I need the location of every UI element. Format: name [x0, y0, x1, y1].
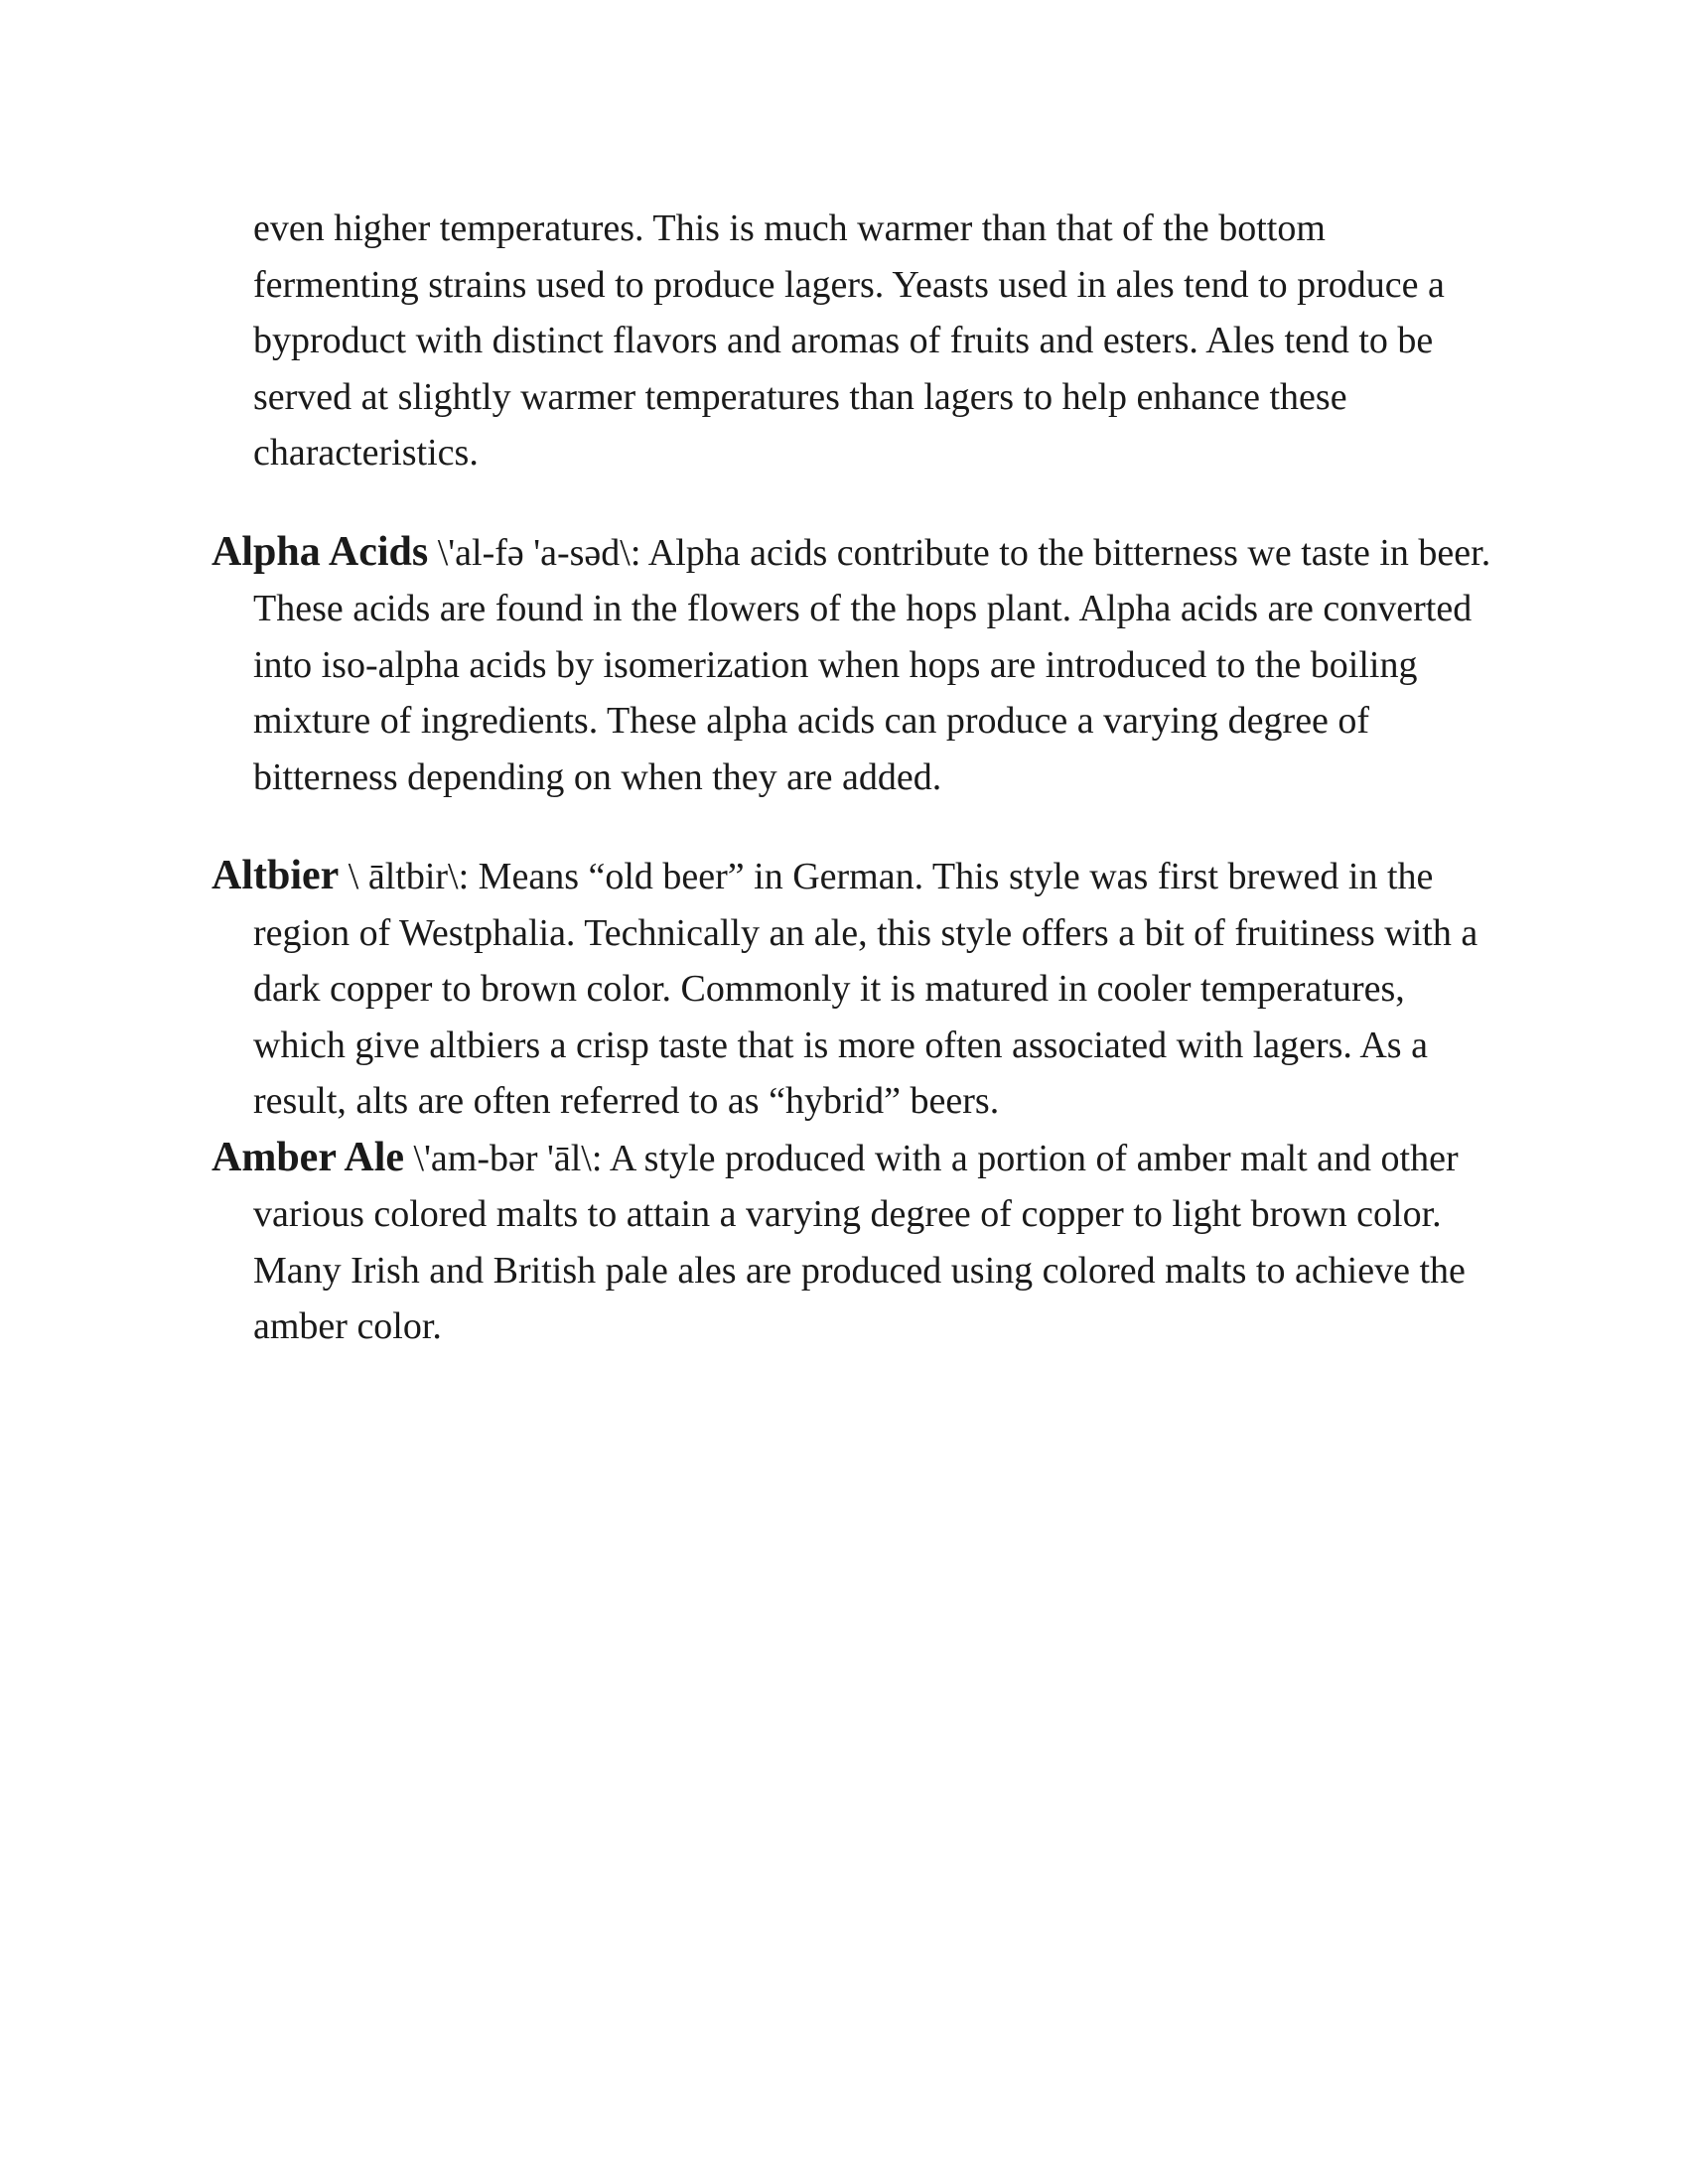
entry-term: Altbier — [211, 853, 340, 898]
entry-pronunciation: \'al-fə 'a-səd\: — [437, 531, 641, 574]
glossary-entry-alpha-acids — [211, 524, 1492, 806]
entry-term: Alpha Acids — [211, 528, 429, 575]
glossary-entry-altbier — [211, 848, 1492, 1130]
entry-definition: A style produced with a portion of amber malt and other various colored malts to attain a varying degree of copper to light brown color. Many Irish and British pale ales are produced using colored malts to achieve the amber color. — [253, 1137, 1466, 1347]
continued-paragraph: even higher temperatures. This is much warmer than that of the bottom fermenting strains used to produce lagers. Yeasts used in ales tend to produce a byproduct with distinct flavors and aromas of fruits and esters. Ales tend to be served at slightly warmer temperatures than lagers to help enhance these characteristics. — [253, 207, 1445, 474]
entry-pronunciation: \ āltbir\: — [348, 856, 470, 897]
glossary-column — [211, 201, 1492, 1355]
glossary-entry-amber-ale — [211, 1130, 1492, 1355]
entry-term: Amber Ale — [211, 1134, 405, 1180]
entry-definition: Means “old beer” in German. This style was first brewed in the region of Westphalia. Technically an ale, this style offers a bit of fruitiness with a dark copper to brown color. Commonly it is matured in cooler temperatures, which give altbiers a crisp taste that is more often associated with lagers. As a result, alts are often referred to as “hybrid” beers. — [253, 856, 1478, 1122]
entry-pronunciation: \'am-bər 'āl\: — [413, 1137, 603, 1179]
entry-definition: Alpha acids contribute to the bitterness we taste in beer. These acids are found in the flowers of the hops plant. Alpha acids are converted into iso-alpha acids by isomerization when hops are introduced to the boiling mixture of ingredients. These alpha acids can produce a varying degree of bitterness depending on when they are added. — [253, 531, 1491, 798]
